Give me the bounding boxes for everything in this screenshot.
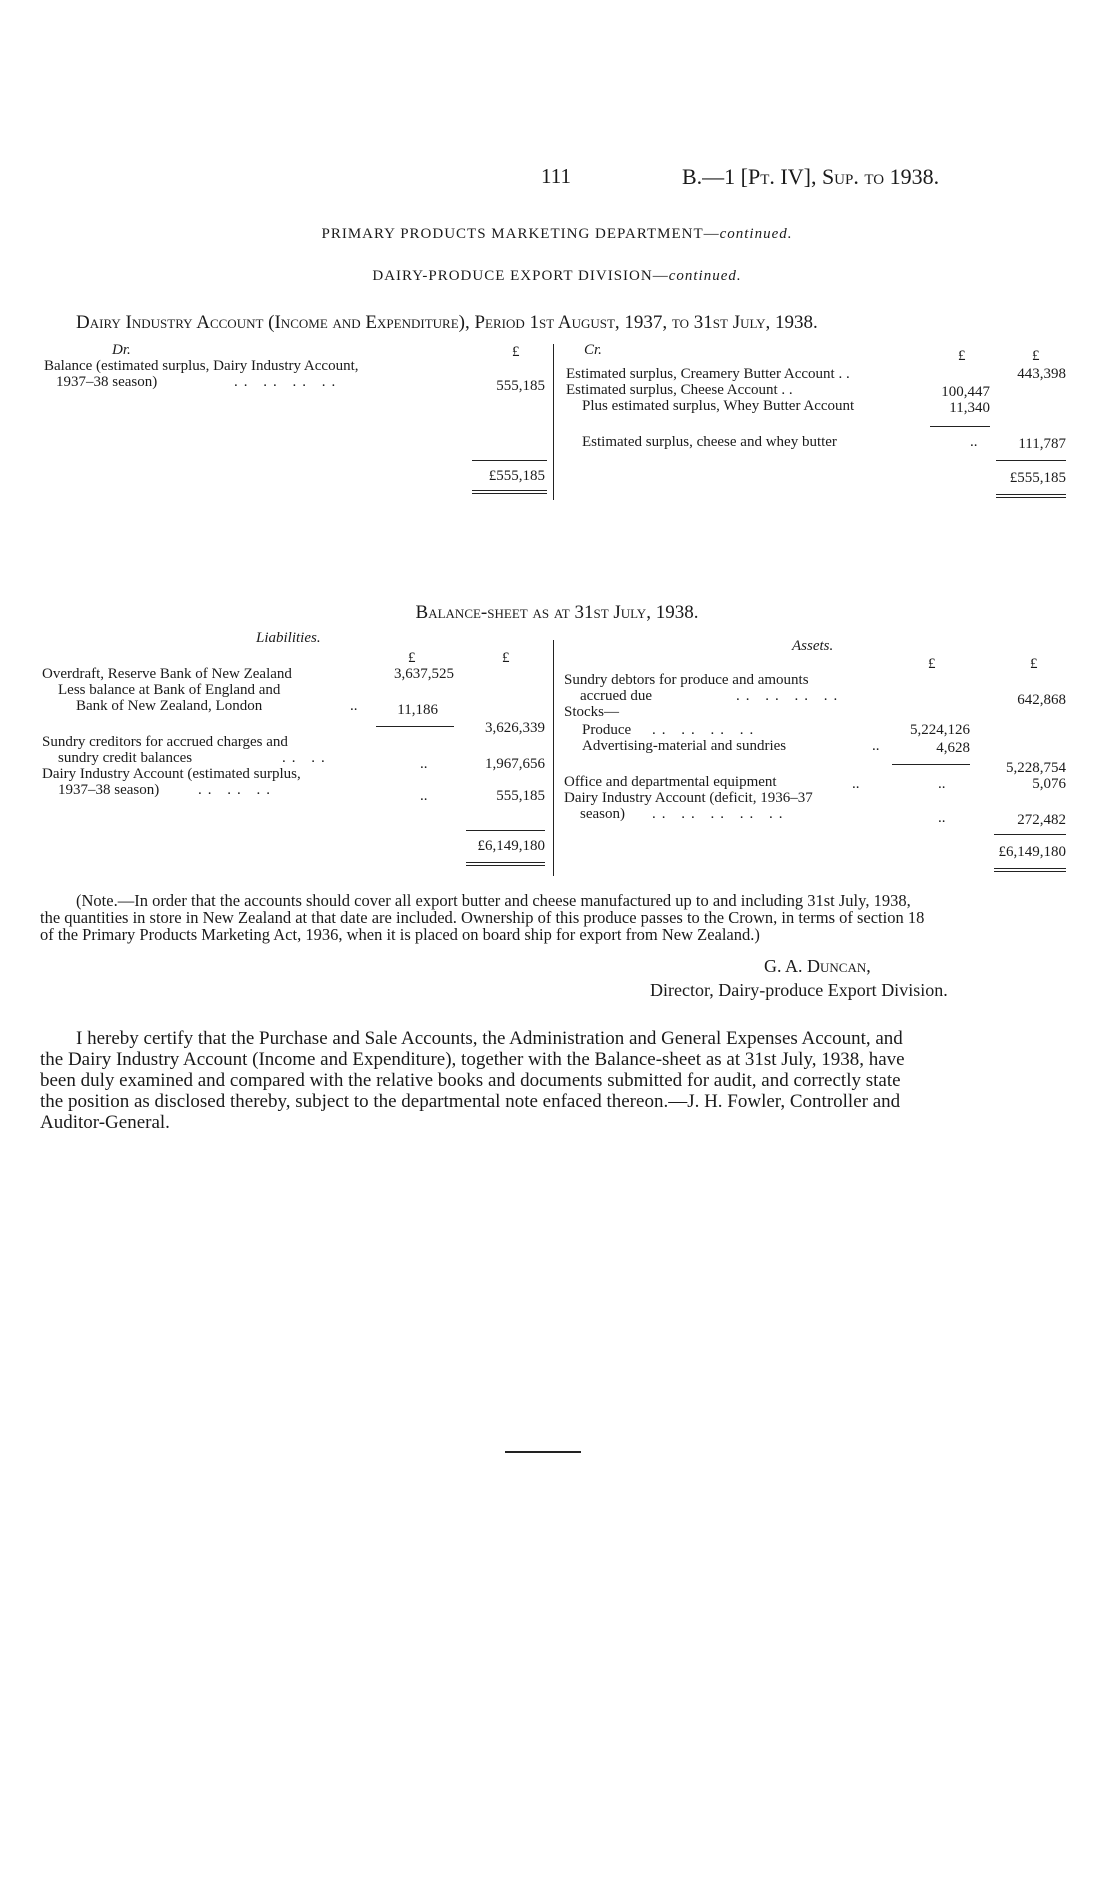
leader-dots: .. .. .. ..: [736, 688, 844, 704]
department-title: [0, 226, 1114, 243]
liab-rule: [466, 830, 545, 831]
asset3-value: 5,076: [1032, 776, 1066, 792]
liab3-value: 555,185: [496, 788, 545, 804]
division-title-text: DAIRY-PRODUCE EXPORT DIVISION—: [372, 268, 669, 284]
dr-rule: [472, 460, 547, 461]
leader-dots: ..: [852, 776, 860, 792]
cr-item4-value: 111,787: [1018, 436, 1066, 452]
certificate-line5: Auditor-General.: [40, 1112, 170, 1133]
department-continued: continued.: [719, 226, 793, 242]
certificate-line3: been duly examined and compared with the relative books and documents submitted for audit, and correctly state: [40, 1070, 901, 1091]
balance-sheet-title: Balance-sheet as at 31st July, 1938.: [415, 602, 699, 623]
liab3-line1: Dairy Industry Account (estimated surplus,: [42, 766, 301, 782]
liab1-net: 3,626,339: [485, 720, 545, 736]
asset2-rule: [892, 764, 970, 765]
asset4-line2: season): [580, 806, 625, 822]
cr-item3-inner: 11,340: [949, 400, 990, 416]
closing-rule: [505, 1451, 581, 1453]
liab1-line3: Bank of New Zealand, London: [76, 698, 263, 714]
assets-label: Assets.: [792, 638, 834, 654]
cr-item4: Estimated surplus, cheese and whey butter: [582, 434, 837, 450]
leader-dots: .. ..: [282, 750, 331, 766]
asset1-line1: Sundry debtors for produce and amounts: [564, 672, 809, 688]
cr-item1: Estimated surplus, Creamery Butter Account . .: [566, 366, 850, 382]
cr-pound-header-inner: £: [958, 348, 966, 364]
leader-dots: ..: [938, 776, 946, 792]
liab3-line2: 1937–38 season): [58, 782, 160, 798]
cr-total: £555,185: [1009, 470, 1066, 486]
liab2-value: 1,967,656: [485, 756, 545, 772]
liab2-line1: Sundry creditors for accrued charges and: [42, 734, 288, 750]
dr-item-line2: 1937–38 season): [56, 374, 158, 390]
liab1-line1: Overdraft, Reserve Bank of New Zealand: [42, 666, 292, 682]
cr-pound-header-outer: £: [1032, 348, 1040, 364]
column-divider: [553, 344, 554, 500]
cr-item2: Estimated surplus, Cheese Account . .: [566, 382, 793, 398]
cr-item2-inner: 100,447: [941, 384, 990, 400]
departmental-note: [40, 892, 1066, 943]
document-reference: B.—1 [Pt. IV], Sup. to 1938.: [682, 164, 940, 189]
dr-item-value: 555,185: [496, 378, 545, 394]
leader-dots: ..: [938, 810, 946, 826]
leader-dots: ..: [420, 756, 428, 772]
dr-total: £555,185: [488, 468, 545, 484]
division-title: [0, 268, 1114, 285]
asset4-value: 272,482: [1017, 812, 1066, 828]
leader-dots: ..: [350, 698, 358, 714]
certificate-line4: the position as disclosed thereby, subject to the departmental note enfaced thereon.—J. H. Fowler, Controller and: [40, 1091, 901, 1112]
asset-rule: [994, 834, 1066, 835]
leader-dots: .. .. .. ..: [652, 722, 760, 738]
note-line2: the quantities in store in New Zealand at that date are included. Ownership of this produce passes to the Crown, in terms of section 18: [40, 908, 925, 927]
asset1-value: 642,868: [1017, 692, 1066, 708]
asset2-adv-value: 4,628: [936, 740, 970, 756]
liab-total: £6,149,180: [477, 838, 545, 854]
liab1-line2: Less balance at Bank of England and: [58, 682, 281, 698]
liab1-rule: [376, 726, 454, 727]
division-continued: continued.: [668, 268, 742, 284]
account-title: Dairy Industry Account (Income and Expenditure), Period 1st August, 1937, to 31st July, 1938.: [76, 312, 818, 333]
asset1-line2: accrued due: [580, 688, 653, 704]
asset2-head: Stocks—: [564, 704, 620, 720]
cr-rule: [996, 460, 1066, 461]
asset-pound-outer: £: [1030, 656, 1038, 672]
dr-pound-header: £: [512, 344, 520, 360]
asset3: Office and departmental equipment: [564, 774, 777, 790]
leader-dots: .. .. ..: [198, 782, 276, 798]
cr-item1-value: 443,398: [1017, 366, 1066, 382]
certificate-line1: I hereby certify that the Purchase and Sale Accounts, the Administration and General Expenses Account, and: [76, 1028, 903, 1049]
leader-dots: .. .. .. ..: [234, 374, 342, 390]
cr-item3: Plus estimated surplus, Whey Butter Account: [582, 398, 855, 414]
asset2-produce-value: 5,224,126: [910, 722, 970, 738]
leader-dots: ..: [970, 434, 978, 450]
cr-double-rule: [996, 494, 1066, 498]
page-number: 111: [541, 164, 571, 188]
signature-title: Director, Dairy-produce Export Division.: [650, 980, 948, 1000]
audit-certificate: [40, 1028, 1066, 1133]
asset2-total: 5,228,754: [1006, 760, 1066, 776]
asset-double-rule: [994, 868, 1066, 872]
liab-double-rule: [466, 862, 545, 866]
asset2-adv: Advertising-material and sundries: [582, 738, 787, 754]
dr-label: Dr.: [112, 342, 131, 358]
signature-name: G. A. Duncan,: [764, 956, 871, 976]
liab1-less: 11,186: [397, 702, 438, 718]
column-divider: [553, 640, 554, 876]
note-line3: of the Primary Products Marketing Act, 1936, when it is placed on board ship for export from New Zealand.): [40, 925, 760, 944]
asset4-line1: Dairy Industry Account (deficit, 1936–37: [564, 790, 813, 806]
certificate-line2: the Dairy Industry Account (Income and Expenditure), together with the Balance-sheet as at 31st July, 1938, have: [40, 1049, 905, 1070]
liab-pound-inner: £: [408, 650, 416, 666]
leader-dots: .. .. .. .. ..: [652, 806, 789, 822]
dr-item-line1: Balance (estimated surplus, Dairy Industry Account,: [44, 358, 359, 374]
department-title-text: PRIMARY PRODUCTS MARKETING DEPARTMENT—: [321, 226, 720, 242]
leader-dots: ..: [872, 738, 880, 754]
cr-label: Cr.: [584, 342, 602, 358]
asset-total: £6,149,180: [998, 844, 1066, 860]
liab2-line2: sundry credit balances: [58, 750, 193, 766]
liab-pound-outer: £: [502, 650, 510, 666]
dr-double-rule: [472, 490, 547, 494]
asset-pound-inner: £: [928, 656, 936, 672]
cr-subtotal-rule: [930, 426, 990, 427]
note-line1: (Note.—In order that the accounts should cover all export butter and cheese manufactured up to and including 31st July, 1938,: [76, 891, 911, 910]
liabilities-label: Liabilities.: [256, 630, 321, 646]
liab1-inner: 3,637,525: [394, 666, 454, 682]
leader-dots: ..: [420, 788, 428, 804]
asset2-produce: Produce: [582, 722, 632, 738]
